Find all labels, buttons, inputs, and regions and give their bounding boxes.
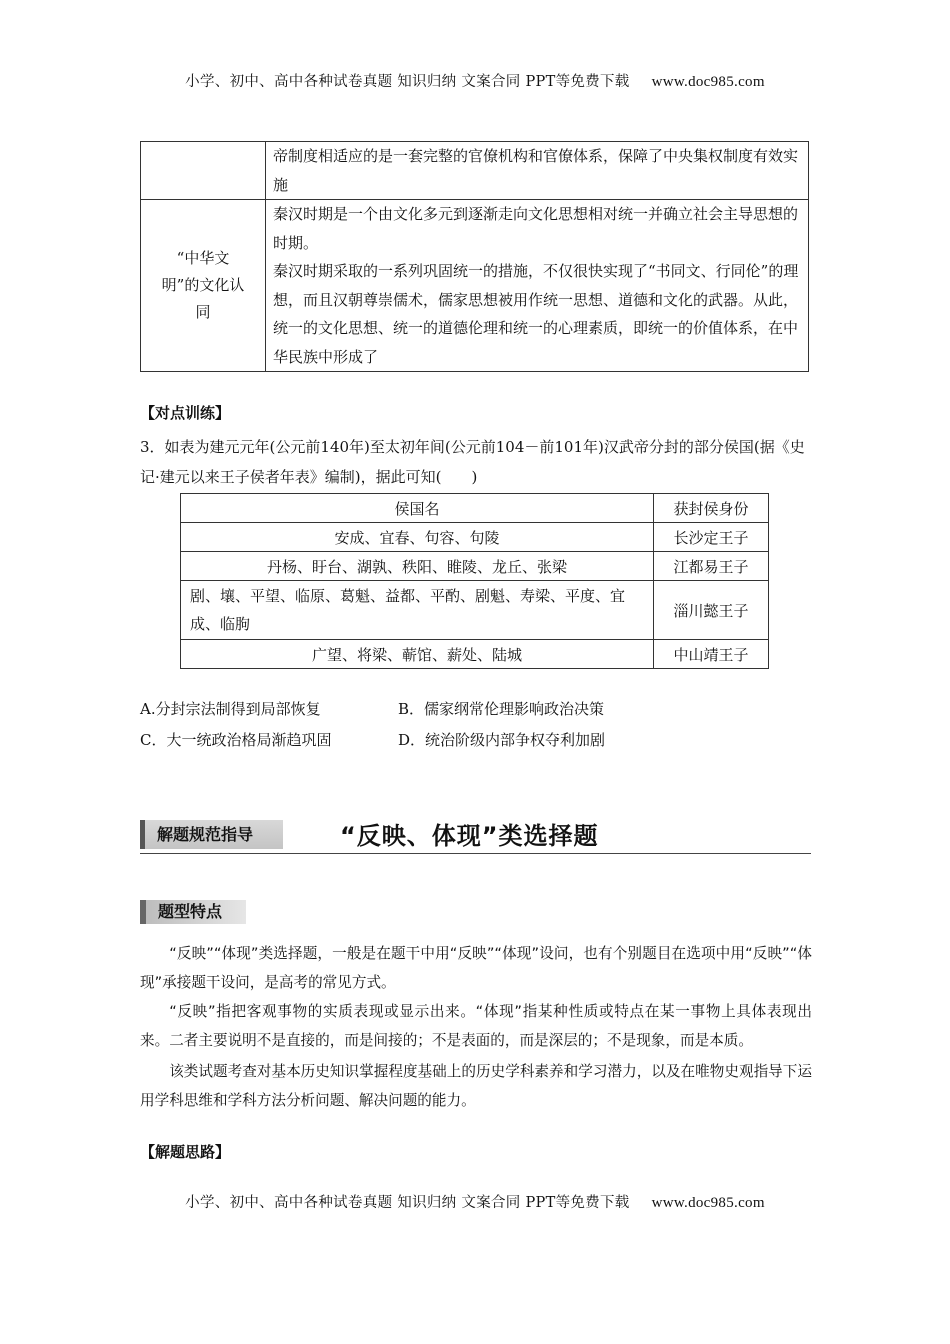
table-cell-value	[266, 200, 809, 372]
table-cell: 长沙定王子	[654, 523, 769, 552]
table-cell: 江都易王子	[654, 552, 769, 581]
cultural-identity-label: “中华文明”的文化认同	[161, 249, 245, 321]
body-text	[140, 939, 812, 1115]
summary-table	[140, 141, 809, 372]
table-cell-value: 帝制度相适应的是一套完整的官僚机构和官僚体系，保障了中央集权制度有效实施	[266, 142, 809, 200]
banner-title: “反映、体现”类选择题	[340, 822, 599, 850]
paragraph: “反映”指把客观事物的实质表现或显示出来。“体现”指某种性质或特点在某一事物上具体表现出来。二者主要说明不是直接的，而是间接的；不是表面的，而是深层的；不是现象，而是本质。	[140, 1003, 812, 1049]
paragraph: 秦汉时期采取的一系列巩固统一的措施，不仅很快实现了“书同文、行同伦”的理想，而且汉朝尊崇儒术，儒家思想被用作统一思想、道德和文化的武器。从此，统一的文化思想、统一的道德伦理和统一的心理素质，即统一的价值体系，在中华民族中形成了	[273, 262, 799, 366]
table-cell: 淄川懿王子	[654, 581, 769, 640]
paragraph: 该类试题考查对基本历史知识掌握程度基础上的历史学科素养和学习潜力，以及在唯物史观指导下运用学科思维和学科方法分析问题、解决问题的能力。	[140, 1063, 812, 1109]
section-training-heading: 【对点训练】	[140, 404, 231, 422]
table-row	[181, 523, 769, 552]
table-row	[181, 640, 769, 669]
paragraph: 秦汉时期是一个由文化多元到逐渐走向文化思想相对统一并确立社会主导思想的时期。	[273, 205, 799, 252]
header-url[interactable]: www.doc985.com	[651, 74, 765, 90]
banner-divider	[140, 853, 811, 854]
option-c[interactable]: C．大一统政治格局渐趋巩固	[140, 731, 332, 749]
table-header-row	[181, 494, 769, 523]
table-row	[141, 200, 809, 372]
paragraph: “反映”“体现”类选择题，一般是在题干中用“反映”“体现”设问，也有个别题目在选项中用“反映”“体现”承接题干设问，是高考的常见方式。	[140, 945, 812, 991]
column-header: 侯国名	[181, 494, 654, 523]
table-cell: 安成、宜春、句容、句陵	[181, 523, 654, 552]
page-footer	[0, 1191, 950, 1212]
banner-tag: 解题规范指导	[140, 820, 283, 849]
question-3-stem: 3．如表为建元元年(公元前140年)至太初年间(公元前104－前101年)汉武帝分封的部分侯国(据《史记·建元以来王子侯者年表》编制)，据此可知( )	[140, 438, 805, 486]
footer-text: 小学、初中、高中各种试卷真题 知识归纳 文案合同 PPT等免费下载	[185, 1195, 630, 1211]
table-row	[141, 142, 809, 200]
table-row	[181, 552, 769, 581]
option-a[interactable]: A.分封宗法制得到局部恢复	[140, 700, 321, 718]
table-cell: 丹杨、盱台、湖孰、秩阳、睢陵、龙丘、张梁	[181, 552, 654, 581]
option-b[interactable]: B．儒家纲常伦理影响政治决策	[398, 700, 605, 718]
subsection-heading: 题型特点	[140, 900, 246, 924]
table-cell: 剧、壤、平望、临原、葛魁、益都、平酌、剧魁、寿梁、平度、宜成、临朐	[181, 581, 654, 640]
footer-url[interactable]: www.doc985.com	[651, 1195, 765, 1211]
page-header	[0, 70, 950, 91]
table-cell: 广望、将梁、蕲馆、薪处、陆城	[181, 640, 654, 669]
table-row	[181, 581, 769, 640]
option-d[interactable]: D．统治阶级内部争权夺利加剧	[398, 731, 606, 749]
column-header: 获封侯身份	[654, 494, 769, 523]
header-text: 小学、初中、高中各种试卷真题 知识归纳 文案合同 PPT等免费下载	[185, 74, 630, 90]
section-thinking-heading: 【解题思路】	[140, 1143, 231, 1161]
marquisate-table	[180, 493, 769, 669]
table-cell: 中山靖王子	[654, 640, 769, 669]
table-cell-key	[141, 142, 266, 200]
table-cell-key	[141, 200, 266, 372]
